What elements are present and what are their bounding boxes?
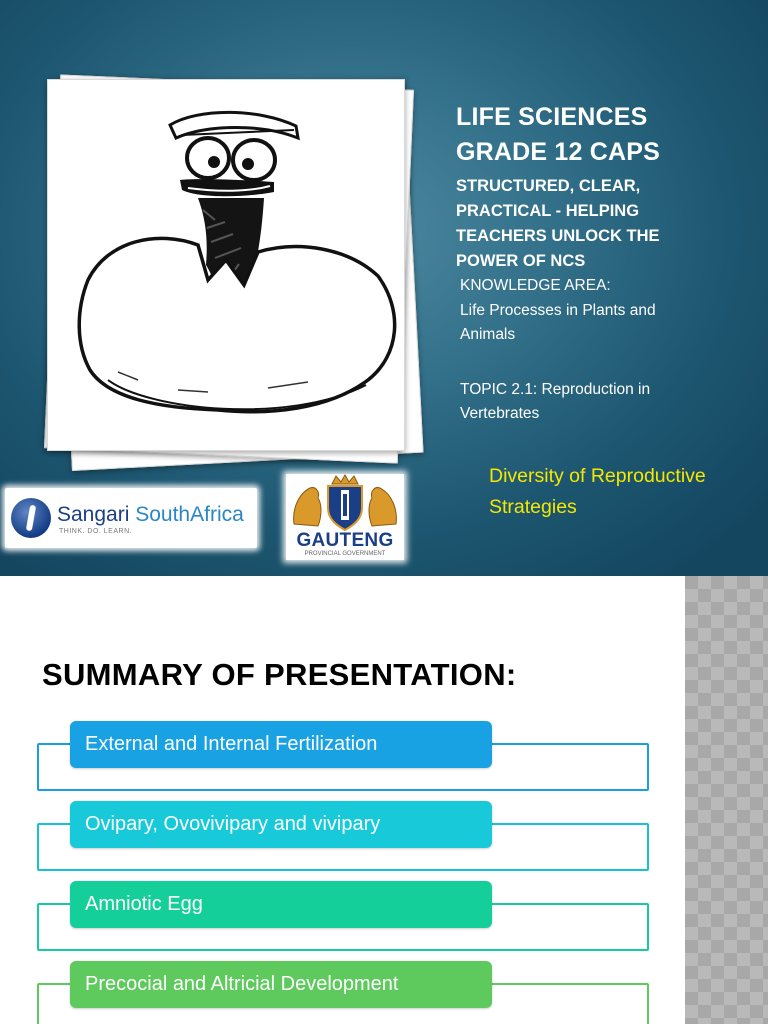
highlight-line: Diversity of Reproductive [489,465,706,487]
item-label: Amniotic Egg [70,881,492,928]
summary-title: SUMMARY OF PRESENTATION: [42,657,517,692]
subtitle-line: TEACHERS UNLOCK THE [456,227,660,245]
knowledge-area-line: Life Processes in Plants and [460,301,656,319]
item-label: Precocial and Altricial Development [70,961,492,1008]
knowledge-area-label: KNOWLEDGE AREA: [460,277,611,294]
highlight-line: Strategies [489,496,577,518]
subtitle-line: POWER OF NCS [456,252,586,270]
sangari-name: Sangari [57,503,130,526]
gauteng-subtitle: PROVINCIAL GOVERNMENT [304,551,386,557]
topic-line: TOPIC 2.1: Reproduction in [460,380,651,398]
item-label: Ovipary, Ovovivipary and vivipary [70,801,492,848]
sangari-swirl-icon [11,498,51,538]
hatching-bird-drawing [48,80,404,450]
knowledge-area-line: Animals [460,326,516,343]
summary-slide [0,576,768,1024]
sangari-region: SouthAfrica [135,503,244,526]
item-label: External and Internal Fertilization [70,721,492,768]
gauteng-crest-icon [286,474,404,532]
sangari-tagline: THINK. DO. LEARN. [59,528,133,535]
knowledge-area [456,274,756,348]
title-line-2: GRADE 12 CAPS [456,138,661,166]
hatching-bird-cartoon [47,79,405,451]
sangari-logo [5,488,257,548]
title-line-1: LIFE SCIENCES [456,103,648,131]
decorative-pattern-strip [685,576,768,1024]
sangari-wordmark [57,503,244,527]
topic-line: Vertebrates [460,405,540,422]
gauteng-logo [286,474,404,560]
highlight-heading [489,461,768,523]
subtitle-line: STRUCTURED, CLEAR, [456,177,641,195]
title-block [456,100,756,427]
cartoon-photo-stack [40,72,430,472]
gauteng-wordmark: GAUTENG [296,530,394,551]
topic [456,378,756,427]
subtitle [456,174,756,274]
subtitle-line: PRACTICAL - HELPING [456,202,640,220]
